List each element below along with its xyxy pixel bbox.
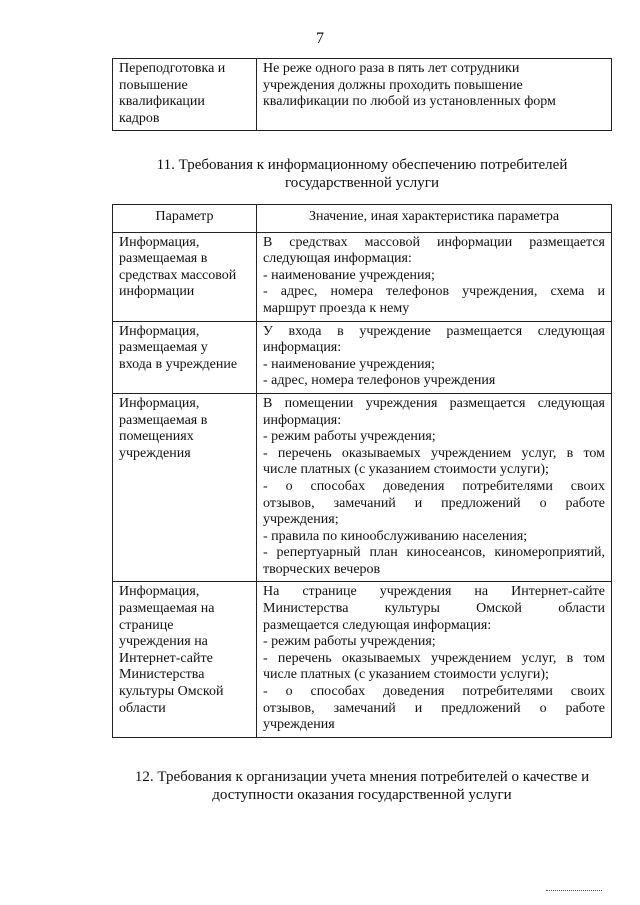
value-cell — [257, 59, 612, 131]
cell-line: В помещении учреждения размещается следующая — [263, 395, 605, 411]
cell-line: творческих вечеров — [263, 561, 381, 577]
table-row — [113, 582, 612, 737]
column-header-param: Параметр — [113, 205, 257, 233]
cell-line: - режим работы учреждения; — [263, 634, 436, 650]
cell-line: входа в учреждение — [119, 356, 238, 372]
cell-line: Не реже одного раза в пять лет сотрудники — [263, 61, 520, 76]
cell-line: учреждения — [119, 445, 191, 461]
table-row — [113, 393, 612, 582]
cell-line: информация: — [263, 412, 342, 428]
cell-line: Интернет-сайте — [119, 650, 213, 666]
section-12-title — [112, 768, 612, 804]
param-cell — [113, 59, 257, 131]
cell-line: квалификации по любой из установленных форм — [263, 94, 556, 110]
cell-line: На странице учреждения на Интернет-сайте — [263, 584, 605, 600]
cell-line: отзывов, замечаний и предложений о работе — [263, 495, 605, 511]
cell-line: В средствах массовой информации размещается — [263, 234, 605, 250]
cell-line: учреждения должны проходить повышение — [263, 77, 523, 93]
cell-line: - правила по кинообслуживанию населения; — [263, 528, 528, 544]
title-line: доступности оказания государственной услуги — [212, 787, 512, 803]
cell-line: следующая информация: — [263, 251, 412, 267]
table-row — [113, 59, 612, 131]
value-cell — [257, 393, 612, 582]
cell-line: Информация, — [119, 584, 200, 600]
param-cell — [113, 393, 257, 582]
cell-line: Информация, — [119, 395, 200, 411]
cell-line: размещаемая на — [119, 601, 215, 617]
value-cell — [257, 321, 612, 393]
header-row — [113, 205, 612, 233]
table-row — [113, 232, 612, 321]
table-row — [113, 321, 612, 393]
value-cell — [257, 582, 612, 737]
param-cell — [113, 321, 257, 393]
title-line: государственной услуги — [285, 175, 439, 191]
cell-line: учреждения; — [263, 512, 339, 528]
cell-line: Переподготовка и — [119, 61, 226, 76]
cell-line: - о способах доведения потребителями своих — [263, 478, 605, 494]
title-line: 11. Требования к информационному обеспечению потребителей — [156, 157, 568, 173]
cell-line: информация: — [263, 340, 342, 356]
cell-line: - перечень оказываемых учреждением услуг, в том — [263, 650, 605, 666]
cell-line: - о способах доведения потребителями своих — [263, 684, 605, 700]
cell-line: - перечень оказываемых учреждением услуг, в том — [263, 445, 605, 461]
cell-line: культуры Омской — [119, 684, 224, 700]
cell-line: помещениях — [119, 429, 194, 445]
cell-line: числе платных (с указанием стоимости услуги); — [263, 667, 549, 683]
section-11-title — [112, 156, 612, 192]
cell-line: странице — [119, 617, 174, 633]
value-cell — [257, 232, 612, 321]
title-line: 12. Требования к организации учета мнения потребителей о качестве и — [134, 769, 590, 785]
cell-line: повышение — [119, 77, 188, 93]
cell-line: Информация, — [119, 234, 200, 250]
cell-line: размещаемая у — [119, 340, 208, 356]
cell-line: числе платных (с указанием стоимости услуги); — [263, 462, 549, 478]
footer-dotted-line — [546, 890, 602, 891]
info-table — [112, 204, 612, 738]
cell-line: учреждения — [263, 717, 335, 733]
column-header-value: Значение, иная характеристика параметра — [257, 205, 612, 233]
training-table — [112, 58, 612, 131]
param-cell — [113, 232, 257, 321]
cell-line: Министерства культуры Омской области — [263, 601, 605, 617]
param-cell — [113, 582, 257, 737]
cell-line: области — [119, 700, 166, 716]
cell-line: Информация, — [119, 323, 200, 339]
cell-line: маршрут проезда к нему — [263, 300, 410, 316]
cell-line: - режим работы учреждения; — [263, 429, 436, 445]
cell-line: отзывов, замечаний и предложений о работе — [263, 700, 605, 716]
cell-line: - репертуарный план киносеансов, киномероприятий, — [263, 545, 605, 561]
cell-line: размещаемая в — [119, 412, 208, 428]
cell-line: квалификации — [119, 94, 205, 110]
cell-line: - наименование учреждения; — [263, 267, 435, 283]
cell-line: - адрес, номера телефонов учреждения, схема и — [263, 284, 605, 300]
cell-line: размещается следующая информация: — [263, 617, 492, 633]
cell-line: У входа в учреждение размещается следующая — [263, 323, 605, 339]
cell-line: Министерства — [119, 667, 205, 683]
cell-line: информации — [119, 284, 195, 300]
cell-line: средствах массовой — [119, 267, 237, 283]
cell-line: кадров — [119, 110, 160, 126]
cell-line: учреждения на — [119, 634, 208, 650]
cell-line: - адрес, номера телефонов учреждения — [263, 373, 496, 389]
cell-line: размещаемая в — [119, 251, 208, 267]
page-number: 7 — [316, 30, 324, 47]
cell-line: - наименование учреждения; — [263, 356, 435, 372]
